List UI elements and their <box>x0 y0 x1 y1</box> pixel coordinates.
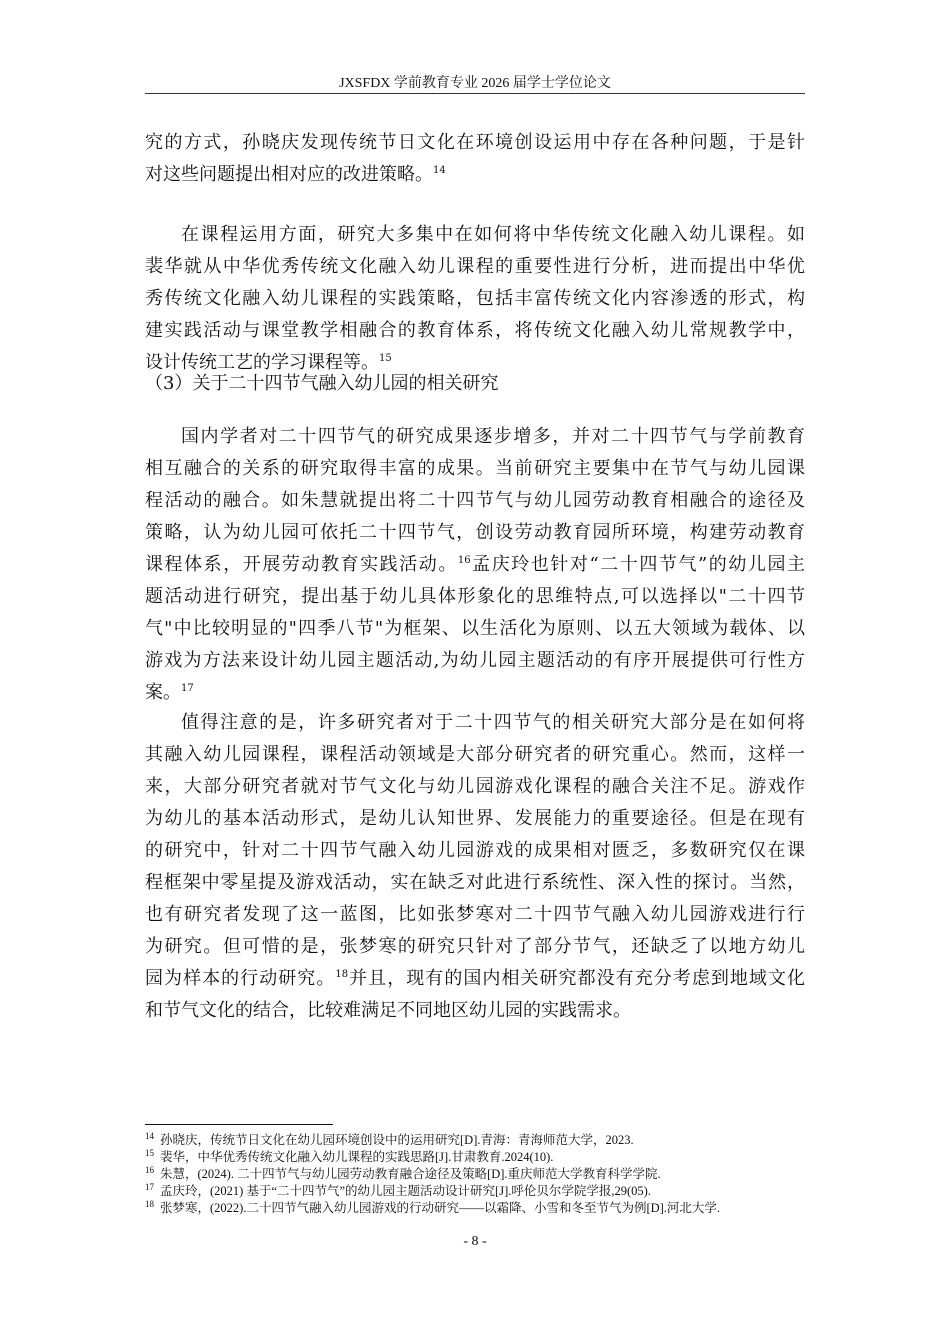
footnote-number: 16 <box>145 1164 154 1175</box>
footnote-ref[interactable]: 17 <box>181 683 194 694</box>
footnote-item: $^{18}$ 张梦寒，(2022).二十四节气融入幼儿园游戏的行动研究——以霜降、小雪和冬至节气为例[D].河北大学. <box>145 1198 721 1215</box>
text-line: 建实践活动与课堂教学相融合的教育体系，将传统文化融入幼儿常规教学中， <box>145 320 805 341</box>
text-line: 课程体系，开展劳动教育实践活动。$^{16}$孟庆玲也针对“二十四节气”的幼儿园主 <box>145 554 805 575</box>
text-line: 策略，认为幼儿园可依托二十四节气，创设劳动教育园所环境，构建劳动教育 <box>145 522 805 543</box>
text-line: 气"中比较明显的"四季八节"为框架、以生活化为原则、以五大领域为载体、以 <box>145 618 805 639</box>
footnote-item: $^{17}$ 孟庆玲，(2021) 基于“二十四节气”的幼儿园主题活动设计研究[J].呼伦贝尔学院学报,29(05). <box>145 1181 651 1198</box>
text-line: 设计传统工艺的学习课程等。$^{15}$ <box>145 352 392 373</box>
footnote-item: $^{14}$ 孙晓庆，传统节日文化在幼儿园环境创设中的运用研究[D].青海：青海师范大学，2023. <box>145 1130 634 1147</box>
text-line: 和节气文化的结合，比较难满足不同地区幼儿园的实践需求。 <box>145 1000 631 1021</box>
section-heading: （3）关于二十四节气融入幼儿园的相关研究 <box>145 373 499 394</box>
footnote-ref[interactable]: 16 <box>457 555 471 566</box>
running-header: JXSFDX 学前教育专业 2026 届学士学位论文 <box>339 76 611 91</box>
text-line: 题活动进行研究，提出基于幼儿具体形象化的思维特点,可以选择以"二十四节 <box>145 586 805 607</box>
text-line: 国内学者对二十四节气的研究成果逐步增多，并对二十四节气与学前教育 <box>181 426 805 447</box>
text-line: 来，大部分研究者就对节气文化与幼儿园游戏化课程的融合关注不足。游戏作 <box>145 776 805 797</box>
text-line: 为幼儿的基本活动形式，是幼儿认知世界、发展能力的重要途径。但是在现有 <box>145 808 805 829</box>
header-rule <box>145 93 805 94</box>
paragraph-2 <box>145 219 805 379</box>
text-line: 相互融合的关系的研究取得丰富的成果。当前研究主要集中在节气与幼儿园课 <box>145 458 805 479</box>
text-line: 园为样本的行动研究。$^{18}$并且，现有的国内相关研究都没有充分考虑到地域文化 <box>145 968 806 989</box>
text-line: 秀传统文化融入幼儿课程的实践策略，包括丰富传统文化内容渗透的形式，构 <box>145 288 805 309</box>
footnote-number: 15 <box>145 1147 154 1158</box>
text-line: 程框架中零星提及游戏活动，实在缺乏对此进行系统性、深入性的探讨。当然， <box>145 872 805 893</box>
footnotes <box>145 1132 815 1217</box>
text-line: 游戏为方法来设计幼儿园主题活动,为幼儿园主题活动的有序开展提供可行性方 <box>145 650 805 671</box>
text-line: 也有研究者发现了这一蓝图，比如张梦寒对二十四节气融入幼儿园游戏进行行 <box>145 904 805 925</box>
text-line: 裴华就从中华优秀传统文化融入幼儿课程的重要性进行分析，进而提出中华优 <box>145 256 805 277</box>
footnote-item: $^{15}$ 裴华，中华优秀传统文化融入幼儿课程的实践思路[J].甘肃教育.2024(10). <box>145 1147 554 1164</box>
paragraph-4 <box>145 707 805 1027</box>
footnote-number: 14 <box>145 1130 154 1141</box>
paragraph-3 <box>145 421 805 709</box>
text-line: 为研究。但可惜的是，张梦寒的研究只针对了部分节气，还缺乏了以地方幼儿 <box>145 936 805 957</box>
text-line: 其融入幼儿园课程，课程活动领域是大部分研究者的研究重心。然而，这样一 <box>145 744 805 765</box>
footnote-item: $^{16}$ 朱慧，(2024). 二十四节气与幼儿园劳动教育融合途径及策略[D].重庆师范大学教育科学学院. <box>145 1164 661 1181</box>
text-line: 值得注意的是，许多研究者对于二十四节气的相关研究大部分是在如何将 <box>181 712 805 733</box>
text-line: 案。$^{17}$ <box>145 682 194 703</box>
text-line: 的研究中，针对二十四节气融入幼儿园游戏的成果相对匮乏，多数研究仅在课 <box>145 840 805 861</box>
footnote-number: 18 <box>145 1198 154 1209</box>
footnote-number: 17 <box>145 1181 154 1192</box>
text-line: 对这些问题提出相对应的改进策略。$^{14}$ <box>145 164 446 185</box>
paragraph-1 <box>145 127 805 191</box>
footnote-ref[interactable]: 18 <box>335 969 349 980</box>
footnote-ref[interactable]: 14 <box>433 165 446 176</box>
footnote-separator <box>145 1124 333 1125</box>
text-line: 究的方式，孙晓庆发现传统节日文化在环境创设运用中存在各种问题，于是针 <box>145 132 805 153</box>
page-number: - 8 - <box>463 1234 487 1249</box>
footnote-ref[interactable]: 15 <box>379 353 392 364</box>
text-line: 在课程运用方面，研究大多集中在如何将中华传统文化融入幼儿课程。如 <box>181 224 805 245</box>
text-line: 程活动的融合。如朱慧就提出将二十四节气与幼儿园劳动教育相融合的途径及 <box>145 490 805 511</box>
